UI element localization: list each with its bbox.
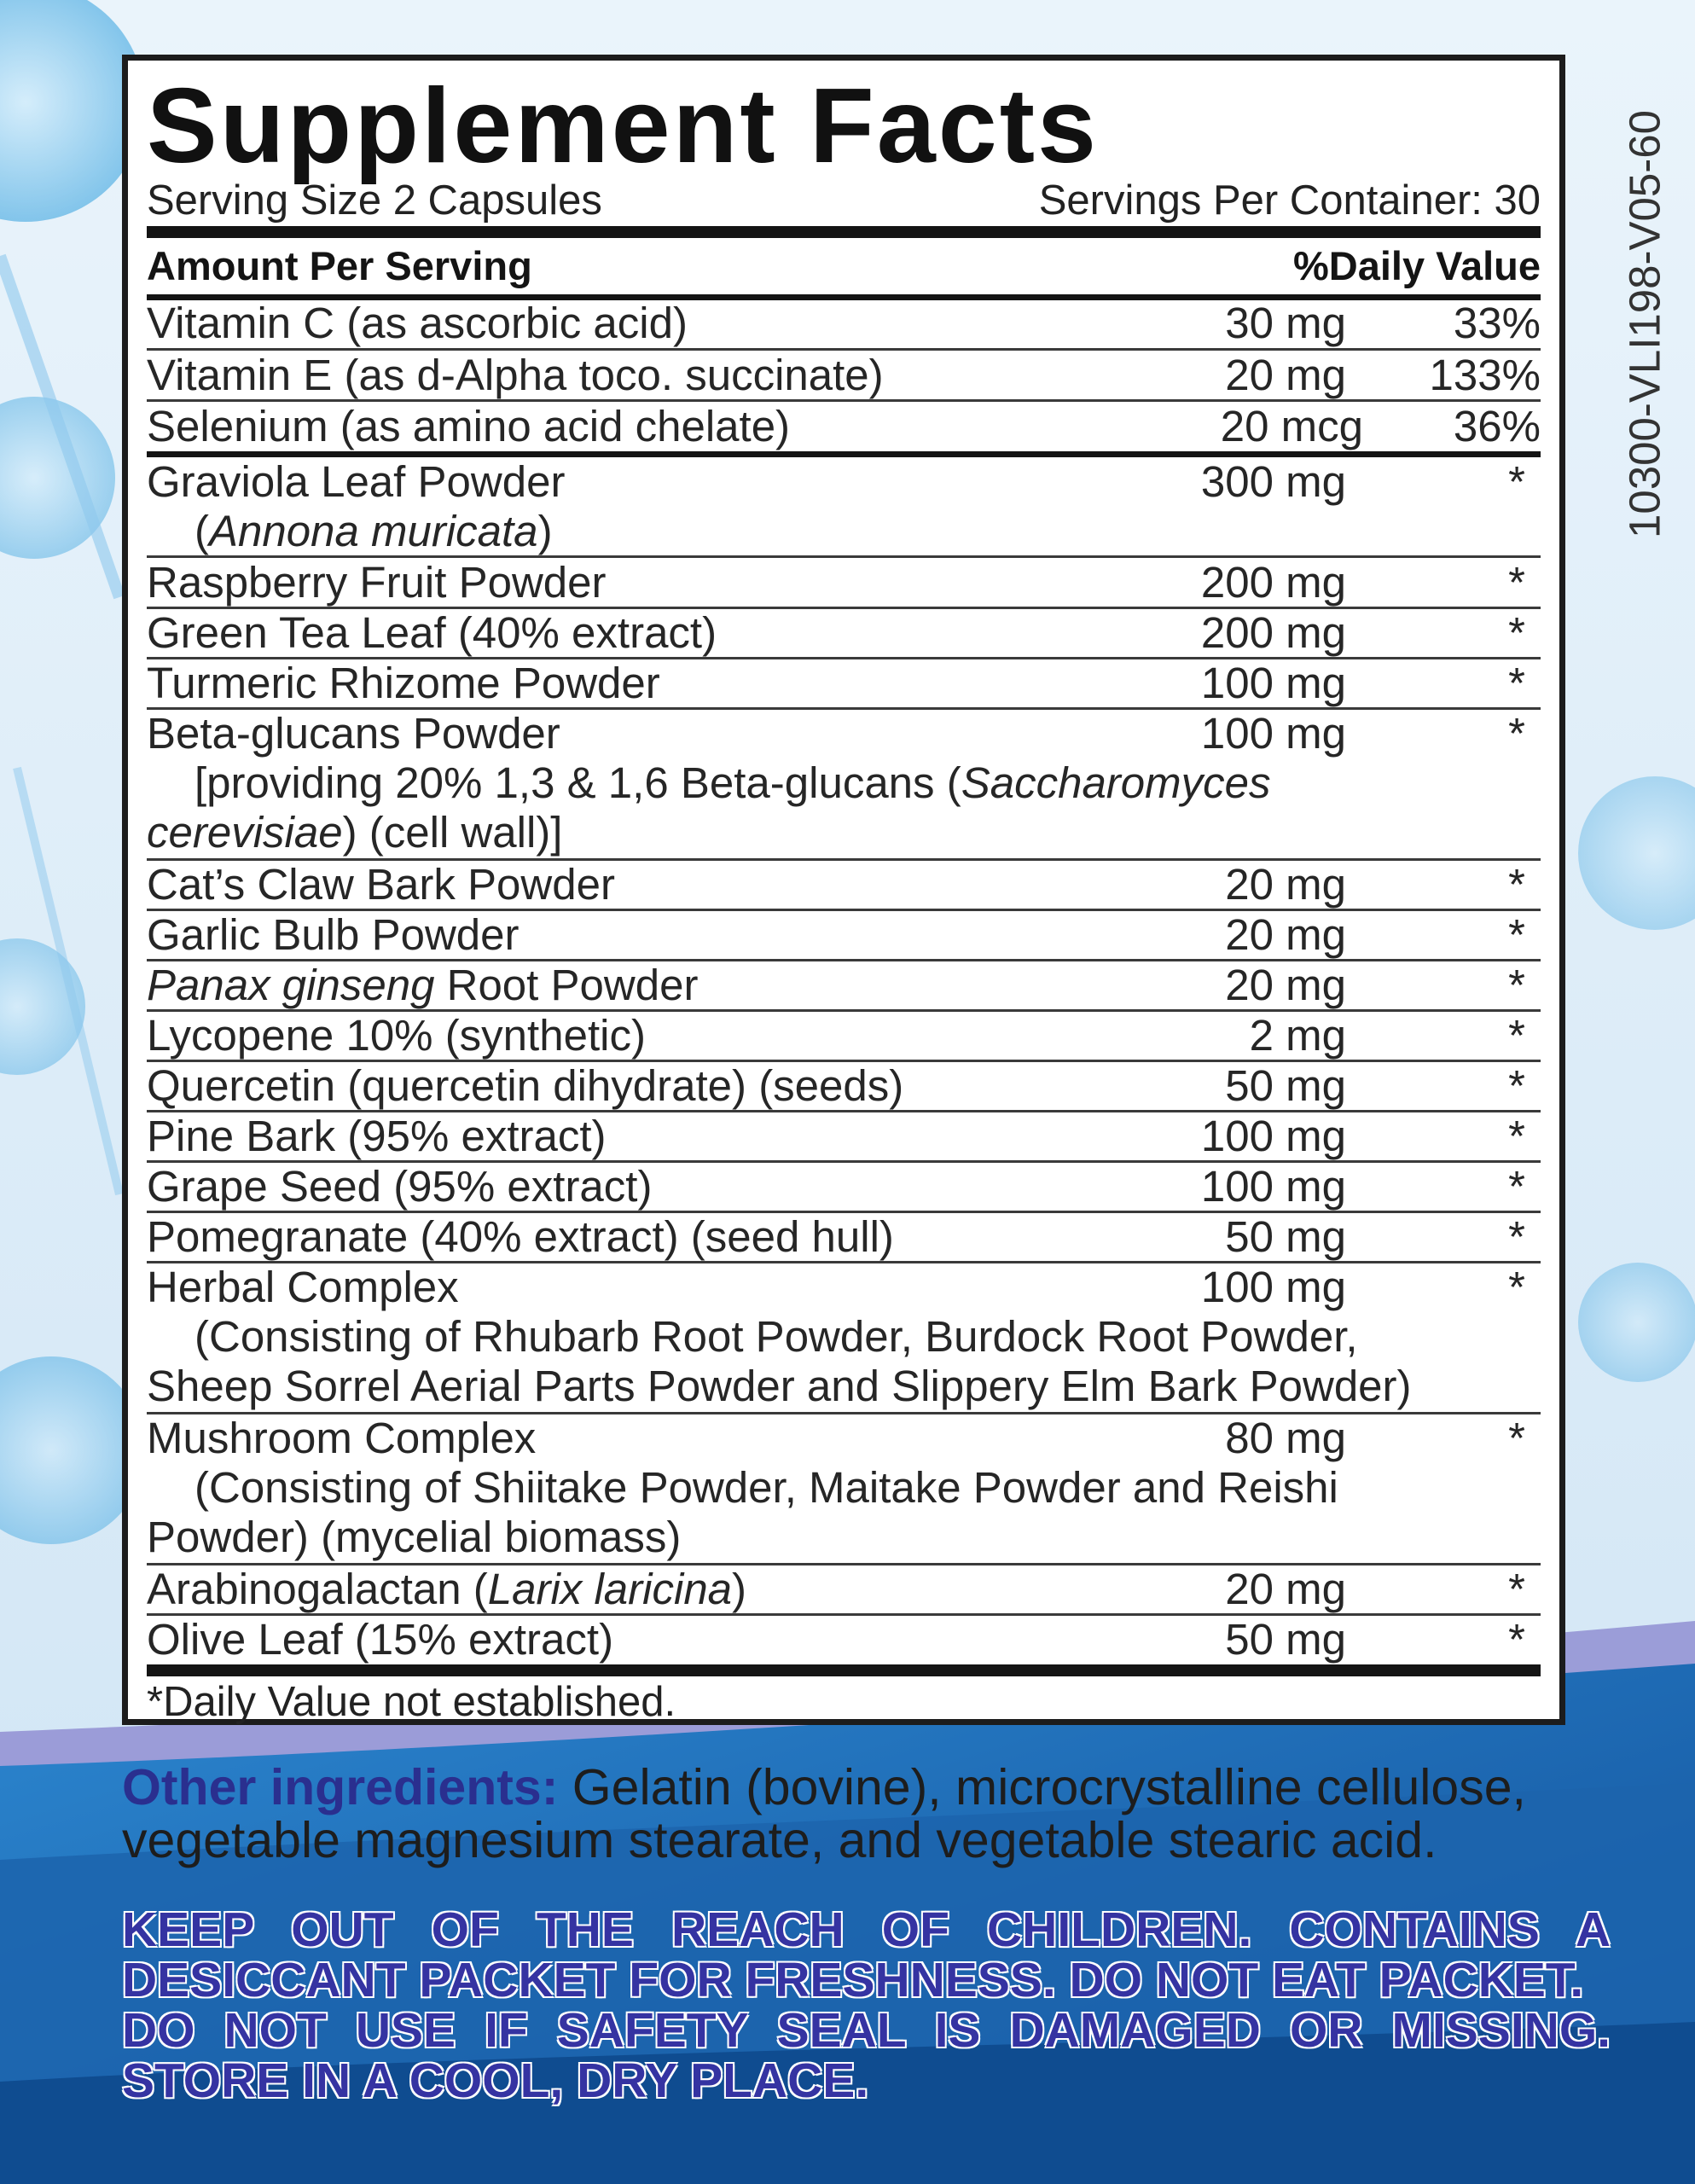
nutrient-dv: 33%	[1453, 299, 1541, 347]
ingredient-detail: cerevisiae) (cell wall)]	[147, 808, 563, 857]
nutrient-dv: 36%	[1453, 402, 1541, 450]
warning-line: DESICCANT PACKET FOR FRESHNESS. DO NOT EAT PACKET.	[122, 1953, 1584, 2007]
ingredient-name: Herbal Complex	[147, 1263, 459, 1311]
ingredient-amount: 50 mg	[1225, 1615, 1346, 1664]
ingredient-dv: *	[1508, 558, 1525, 607]
warning-text	[122, 1902, 1611, 2108]
ingredient-dv: *	[1508, 1414, 1525, 1462]
ingredient-amount: 50 mg	[1225, 1061, 1346, 1110]
ingredient-dv: *	[1508, 659, 1525, 707]
warning-line: KEEP OUT OF THE REACH OF CHILDREN. CONTAINS A	[122, 1902, 1611, 1957]
ingredient-amount: 100 mg	[1200, 1112, 1346, 1160]
nutrient-name: Vitamin E (as d-Alpha toco. succinate)	[147, 351, 884, 399]
ingredient-dv: *	[1508, 961, 1525, 1009]
ingredient-amount: 20 mg	[1225, 961, 1346, 1009]
ingredient-name: Arabinogalactan (Larix laricina)	[147, 1565, 747, 1613]
ingredient-amount: 300 mg	[1200, 457, 1346, 506]
ingredient-dv: *	[1508, 860, 1525, 909]
nutrient-name: Selenium (as amino acid chelate)	[147, 402, 791, 450]
supplement-facts-panel	[122, 55, 1565, 1725]
ingredient-detail: Powder) (mycelial biomass)	[147, 1513, 682, 1561]
ingredient-name: Panax ginseng Root Powder	[147, 961, 699, 1009]
footnote: *Daily Value not established.	[147, 1679, 676, 1725]
nutrient-amount: 20 mcg	[1220, 402, 1363, 450]
servings-per-container: Servings Per Container: 30	[1038, 177, 1541, 224]
ingredient-amount: 100 mg	[1200, 1263, 1346, 1311]
ingredient-name: Grape Seed (95% extract)	[147, 1162, 653, 1211]
divider	[147, 451, 1541, 457]
serving-size: Serving Size 2 Capsules	[147, 177, 602, 224]
other-ingredients-label: Other ingredients:	[122, 1759, 559, 1815]
ingredient-detail: (Consisting of Shiitake Powder, Maitake Powder and Reishi	[194, 1463, 1338, 1512]
ingredient-amount: 200 mg	[1200, 558, 1346, 607]
ingredient-dv: *	[1508, 1162, 1525, 1211]
ingredient-name: Pomegranate (40% extract) (seed hull)	[147, 1212, 894, 1261]
ingredient-amount: 200 mg	[1200, 608, 1346, 657]
ingredient-detail: (Consisting of Rhubarb Root Powder, Burdock Root Powder,	[194, 1312, 1358, 1361]
ingredient-name: Quercetin (quercetin dihydrate) (seeds)	[147, 1061, 904, 1110]
other-ingredients-text: vegetable magnesium stearate, and vegetable stearic acid.	[122, 1812, 1437, 1868]
ingredient-name: Garlic Bulb Powder	[147, 910, 520, 959]
ingredient-amount: 20 mg	[1225, 1565, 1346, 1613]
ingredient-dv: *	[1508, 1212, 1525, 1261]
ingredient-amount: 80 mg	[1225, 1414, 1346, 1462]
ingredient-amount: 20 mg	[1225, 910, 1346, 959]
divider	[147, 1664, 1541, 1676]
nutrient-amount: 20 mg	[1225, 351, 1346, 399]
ingredient-name: Mushroom Complex	[147, 1414, 537, 1462]
ingredient-name: Pine Bark (95% extract)	[147, 1112, 607, 1160]
ingredient-amount: 50 mg	[1225, 1212, 1346, 1261]
ingredient-dv: *	[1508, 910, 1525, 959]
amount-per-serving-header: Amount Per Serving	[147, 243, 532, 288]
daily-value-header: %Daily Value	[1293, 243, 1541, 288]
ingredient-amount: 100 mg	[1200, 659, 1346, 707]
other-ingredients-text: Gelatin (bovine), microcrystalline cellulose,	[558, 1759, 1526, 1815]
panel-title: Supplement Facts	[147, 67, 1099, 185]
nutrient-amount: 30 mg	[1225, 299, 1346, 347]
ingredient-detail: [providing 20% 1,3 & 1,6 Beta-glucans (Saccharomyces	[194, 758, 1271, 807]
lot-code: 10300-VLI198-V05-60	[1620, 110, 1669, 538]
warning-line: DO NOT USE IF SAFETY SEAL IS DAMAGED OR MISSING.	[122, 2003, 1611, 2058]
ingredient-amount: 100 mg	[1200, 1162, 1346, 1211]
ingredient-dv: *	[1508, 1112, 1525, 1160]
ingredient-name: Beta-glucans Powder	[147, 709, 560, 758]
ingredient-dv: *	[1508, 1565, 1525, 1613]
nutrient-name: Vitamin C (as ascorbic acid)	[147, 299, 688, 347]
ingredient-dv: *	[1508, 608, 1525, 657]
ingredient-name: Olive Leaf (15% extract)	[147, 1615, 614, 1664]
ingredient-dv: *	[1508, 1061, 1525, 1110]
ingredient-dv: *	[1508, 1263, 1525, 1311]
ingredient-detail: (Annona muricata)	[194, 507, 553, 555]
ingredient-amount: 20 mg	[1225, 860, 1346, 909]
divider	[147, 226, 1541, 238]
nutrient-dv: 133%	[1429, 351, 1541, 399]
ingredient-detail: Sheep Sorrel Aerial Parts Powder and Slippery Elm Bark Powder)	[147, 1362, 1412, 1410]
ingredient-name: Green Tea Leaf (40% extract)	[147, 608, 717, 657]
ingredient-name: Graviola Leaf Powder	[147, 457, 566, 506]
warning-line: STORE IN A COOL, DRY PLACE.	[122, 2053, 869, 2108]
ingredient-name: Turmeric Rhizome Powder	[147, 659, 660, 707]
ingredient-name: Raspberry Fruit Powder	[147, 558, 607, 607]
ingredient-dv: *	[1508, 1615, 1525, 1664]
ingredient-dv: *	[1508, 457, 1525, 506]
other-ingredients	[122, 1761, 1589, 1867]
ingredient-name: Lycopene 10% (synthetic)	[147, 1011, 646, 1060]
ingredient-amount: 2 mg	[1249, 1011, 1346, 1060]
ingredient-amount: 100 mg	[1200, 709, 1346, 758]
ingredient-dv: *	[1508, 1011, 1525, 1060]
ingredient-name: Cat’s Claw Bark Powder	[147, 860, 615, 909]
ingredient-dv: *	[1508, 709, 1525, 758]
